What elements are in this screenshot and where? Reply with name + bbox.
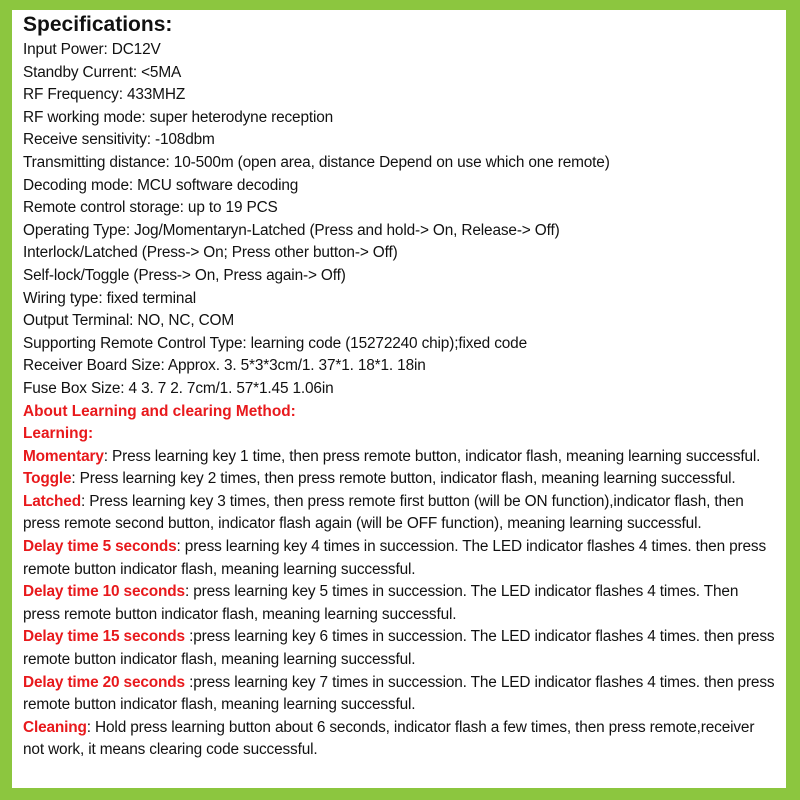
spec-list — [23, 39, 778, 401]
method-label: Latched — [23, 492, 81, 510]
spec-line: Receiver Board Size: Approx. 3. 5*3*3cm/1. 37*1. 18*1. 18in — [23, 357, 426, 375]
method-label: Delay time 5 seconds — [23, 538, 177, 556]
method-text: : Press learning key 2 times, then press remote button, indicator flash, meaning learning successful. — [71, 470, 736, 488]
spec-line: Remote control storage: up to 19 PCS — [23, 199, 278, 217]
spec-line: Receive sensitivity: -108dbm — [23, 131, 215, 149]
method-delay-20 — [23, 672, 778, 717]
spec-line: Input Power: DC12V — [23, 41, 161, 58]
spec-card — [12, 10, 786, 788]
spec-line: Interlock/Latched (Press-> On; Press other button-> Off) — [23, 244, 398, 262]
method-cleaning — [23, 717, 778, 762]
method-delay-5 — [23, 536, 778, 581]
method-text: : Press learning key 3 times, then press remote first button (will be ON function),indicator flash, then press remote second button, indicator flash again (will be OFF function), meaning learning successful. — [23, 492, 744, 533]
method-text: :press learning key 6 times in succession. The LED indicator flashes 4 times. then press remote button indicator flash, meaning learning successful. — [23, 628, 775, 669]
spec-line: Self-lock/Toggle (Press-> On, Press again-> Off) — [23, 266, 346, 284]
spec-line: RF Frequency: 433MHZ — [23, 86, 186, 104]
spec-line: Standby Current: <5MA — [23, 63, 182, 81]
method-text: : Press learning key 1 time, then press remote button, indicator flash, meaning learning successful. — [103, 447, 761, 465]
method-label: Delay time 20 seconds — [23, 673, 185, 691]
spec-line: Wiring type: fixed terminal — [23, 289, 197, 307]
spec-line: Transmitting distance: 10-500m (open area, distance Depend on use which one remote) — [23, 153, 610, 171]
spec-line: Output Terminal: NO, NC, COM — [23, 312, 235, 330]
method-label: Toggle — [23, 470, 72, 488]
spec-line: Decoding mode: MCU software decoding — [23, 176, 299, 194]
method-momentary — [23, 446, 778, 469]
spec-line: Supporting Remote Control Type: learning code (15272240 chip);fixed code — [23, 334, 527, 352]
learning-subheading: Learning: — [23, 425, 94, 443]
method-label: Delay time 15 seconds — [23, 628, 185, 646]
method-text: : Hold press learning button about 6 seconds, indicator flash a few times, then press remote,receiver not work, it means clearing code successful. — [23, 718, 755, 759]
method-toggle — [23, 468, 778, 491]
spec-line: RF working mode: super heterodyne reception — [23, 108, 334, 126]
method-label: Momentary — [23, 447, 104, 465]
learning-heading: About Learning and clearing Method: — [23, 402, 296, 420]
spec-line: Fuse Box Size: 4 3. 7 2. 7cm/1. 57*1.45 1.06in — [23, 379, 334, 397]
spec-line: Operating Type: Jog/Momentaryn-Latched (Press and hold-> On, Release-> Off) — [23, 221, 560, 239]
method-label: Delay time 10 seconds — [23, 583, 185, 601]
method-text: : press learning key 4 times in succession. The LED indicator flashes 4 times. then press remote button indicator flash, meaning learning successful. — [23, 538, 766, 578]
method-text: : press learning key 5 times in succession. The LED indicator flashes 4 times. Then press remote button indicator flash, meaning learning successful. — [23, 583, 739, 623]
method-delay-10 — [23, 581, 778, 626]
method-text: :press learning key 7 times in succession. The LED indicator flashes 4 times. then press remote button indicator flash, meaning learning successful. — [23, 673, 775, 714]
method-delay-15 — [23, 626, 778, 671]
method-label: Cleaning — [23, 718, 87, 736]
method-latched — [23, 491, 778, 536]
page-title: Specifications: — [23, 13, 173, 36]
